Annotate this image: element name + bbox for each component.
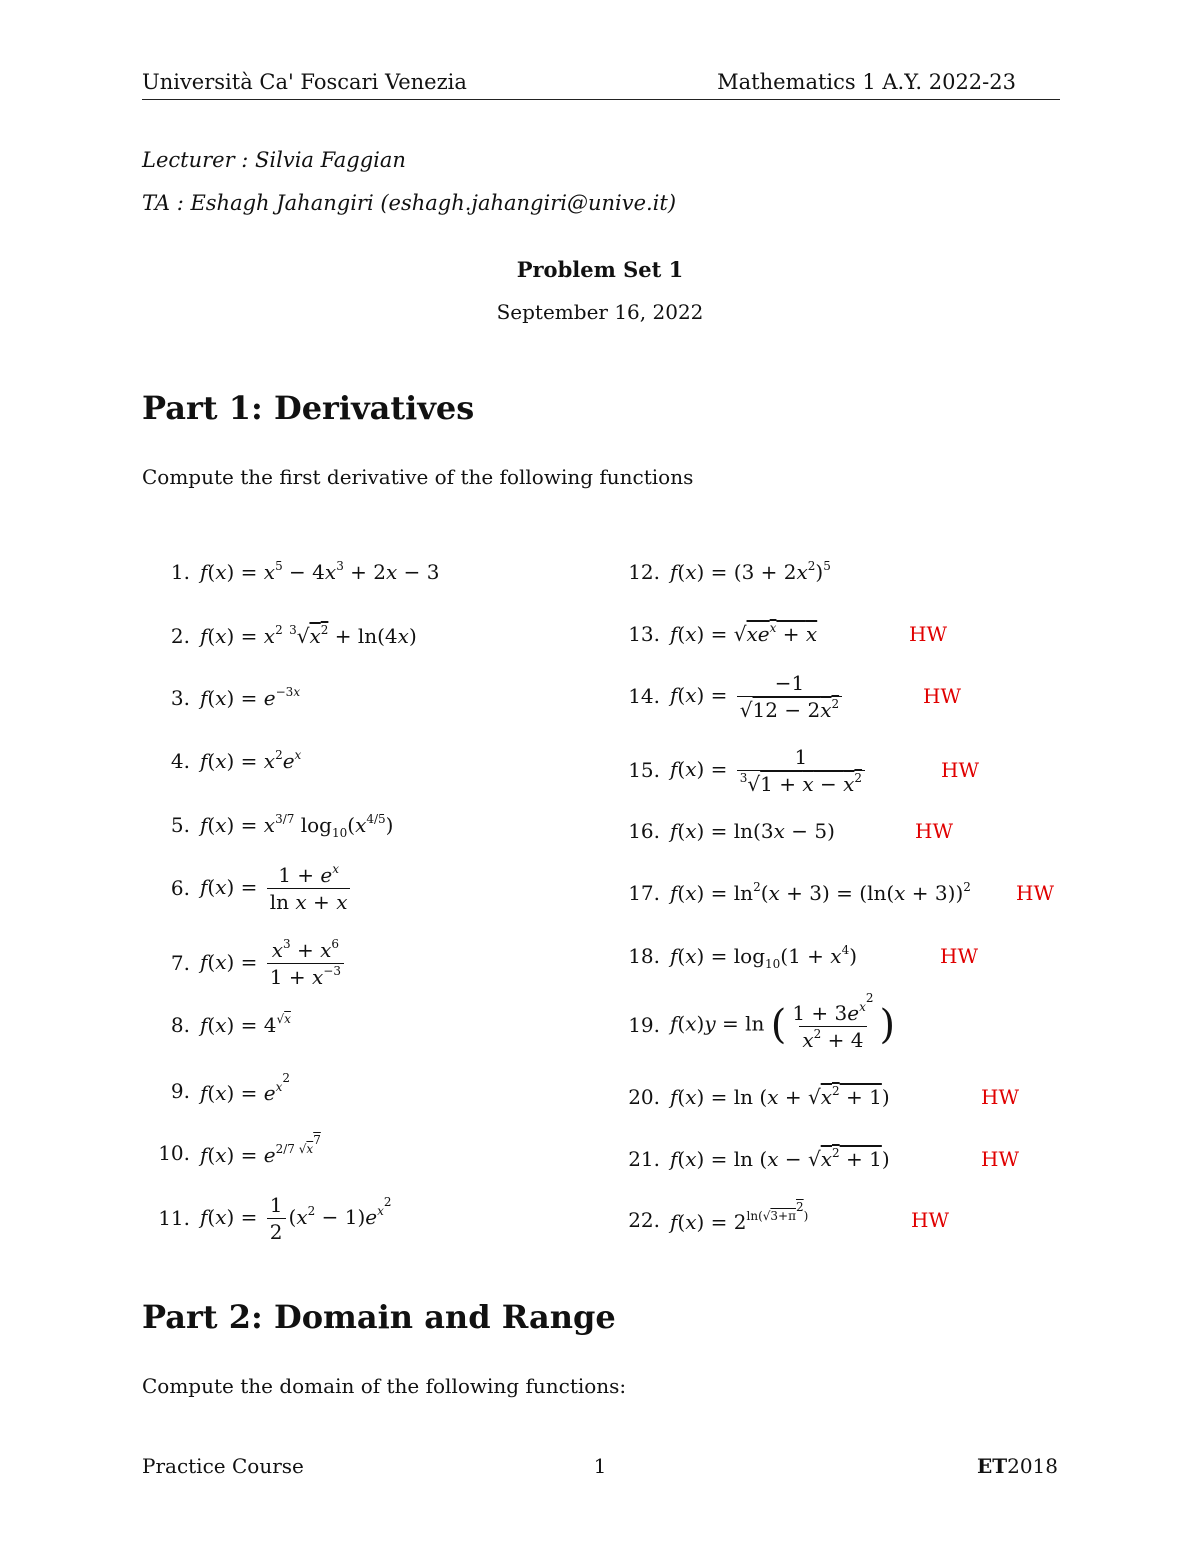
formula: f(x) = $\frac{x^3 + x^6}{1 + x^{-3}}$ <box>200 938 347 989</box>
homework-label: HW <box>915 819 953 843</box>
exercise-8 <box>142 997 291 1053</box>
formula: f(x)y = ln ( $\frac{1 + 3e^{x^2}}{x^2 + 4}$ ) <box>670 991 896 1052</box>
homework-label: HW <box>911 1208 949 1232</box>
formula: f(x) = $\frac{1 + e^x}{\text{ln x + x}}$ <box>200 863 353 914</box>
exercise-number: 5. <box>170 813 190 837</box>
formula: $f(x) = \log_{10}(1 + x^4)$ <box>670 943 858 971</box>
header-rule <box>142 99 1060 100</box>
exercise-number: 9. <box>170 1079 190 1103</box>
footer-code-year: 2018 <box>1007 1454 1058 1478</box>
exercise-14 <box>612 668 845 724</box>
homework-label: HW <box>981 1147 1019 1171</box>
homework-label: HW <box>941 758 979 782</box>
header-course: Mathematics 1 A.Y. 2022-23 <box>717 70 1016 94</box>
formula: f(x) = $\frac{1}{^3√1 + x - x^2}$ <box>670 745 868 796</box>
problem-set-date: September 16, 2022 <box>496 300 704 324</box>
formula: $f(x) = e^{-3x}$ <box>200 685 301 710</box>
page-number: 1 <box>593 1454 607 1478</box>
formula: $f(x) = (3 + 2x^2)^5$ <box>670 559 831 584</box>
formula: $f(x) = e^{2/7 √x^7}$ <box>200 1132 321 1167</box>
exercise-6 <box>142 860 353 916</box>
exercise-number: 8. <box>170 1013 190 1037</box>
formula: $f(x) = x^2$ $^3√x^2 + \ln(4x)$ <box>200 623 417 648</box>
exercise-number: 2. <box>170 624 190 648</box>
exercise-18 <box>612 928 857 984</box>
exercise-16 <box>612 803 835 859</box>
exercise-20 <box>612 1069 890 1125</box>
header-university: Università Ca' Foscari Venezia <box>142 70 467 94</box>
homework-label: HW <box>981 1085 1019 1109</box>
exercise-number: 14. <box>628 684 660 708</box>
formula: $f(x) = \ln^2(x + 3) = (\ln(x + 3))^2$ <box>670 880 971 905</box>
exercise-15 <box>612 742 868 798</box>
formula: $f(x) = \ln (x - √x^2 + 1)$ <box>670 1146 890 1171</box>
part2-heading: Part 2: Domain and Range <box>142 1298 616 1336</box>
exercise-21 <box>612 1131 890 1187</box>
exercise-number: 3. <box>170 686 190 710</box>
homework-label: HW <box>909 622 947 646</box>
exercise-7 <box>142 935 347 991</box>
formula: f(x) = ln(3x − 5) <box>670 819 835 843</box>
formula: f(x) = $\frac{-1}{√12 - 2x^2}$ <box>670 671 845 722</box>
exercise-13 <box>612 606 817 662</box>
part1-heading: Part 1: Derivatives <box>142 389 475 427</box>
exercise-19 <box>612 991 896 1053</box>
formula: $f(x) = x^2e^x$ <box>200 748 302 773</box>
exercise-number: 7. <box>170 951 190 975</box>
exercise-5 <box>142 797 393 853</box>
exercise-22 <box>612 1192 808 1248</box>
exercise-number: 21. <box>628 1147 660 1171</box>
formula: $f(x) = 4^{√x}$ <box>200 1012 291 1037</box>
exercise-number: 16. <box>628 819 660 843</box>
footer-code <box>977 1454 1058 1478</box>
exercise-number: 11. <box>158 1206 190 1230</box>
exercise-number: 19. <box>628 1013 660 1037</box>
homework-label: HW <box>940 944 978 968</box>
ta-line: TA : Eshagh Jahangiri (eshagh.jahangiri@unive.it) <box>142 191 677 215</box>
footer-code-prefix: ET <box>976 1454 1008 1478</box>
exercise-number: 17. <box>628 881 660 905</box>
exercise-number: 1. <box>170 560 190 584</box>
exercise-1 <box>142 544 440 600</box>
exercise-11 <box>142 1190 392 1246</box>
exercise-number: 20. <box>628 1085 660 1109</box>
exercise-number: 15. <box>628 758 660 782</box>
formula: $f(x) = \ln (x + √x^2 + 1)$ <box>670 1084 890 1109</box>
formula: $f(x) = √xe^x + x$ <box>670 621 818 646</box>
formula: f(x) = $\frac{1}{2}$ $(x^2 - 1)e^{x^2}$ <box>200 1192 392 1244</box>
exercise-number: 18. <box>628 944 660 968</box>
exercise-10 <box>142 1125 321 1181</box>
exercise-4 <box>142 733 301 789</box>
problem-set-title: Problem Set 1 <box>516 257 684 282</box>
exercise-number: 12. <box>628 560 660 584</box>
exercise-17 <box>612 865 971 921</box>
part2-intro: Compute the domain of the following functions: <box>142 1374 627 1398</box>
exercise-12 <box>612 544 831 600</box>
homework-label: HW <box>923 684 961 708</box>
formula: $f(x) = e^{x^2}$ <box>200 1070 291 1105</box>
exercise-number: 4. <box>170 749 190 773</box>
homework-label: HW <box>1016 881 1054 905</box>
exercise-number: 6. <box>170 876 190 900</box>
part1-intro: Compute the first derivative of the following functions <box>142 465 694 489</box>
formula: $f(x) = x^5 - 4x^3 + 2x - 3$ <box>200 559 440 584</box>
formula: $f(x) = x^{3/7}$ $\log_{10}(x^{4/5})$ <box>200 812 394 840</box>
footer-course: Practice Course <box>142 1454 304 1478</box>
lecturer-line: Lecturer : Silvia Faggian <box>142 148 406 172</box>
exercise-2 <box>142 608 417 664</box>
exercise-number: 10. <box>158 1141 190 1165</box>
exercise-3 <box>142 670 300 726</box>
exercise-number: 22. <box>628 1208 660 1232</box>
formula: $f(x) = 2^{ln(√3+\pi^2)}$ <box>670 1199 809 1234</box>
exercise-number: 13. <box>628 622 660 646</box>
exercise-9 <box>142 1063 290 1119</box>
